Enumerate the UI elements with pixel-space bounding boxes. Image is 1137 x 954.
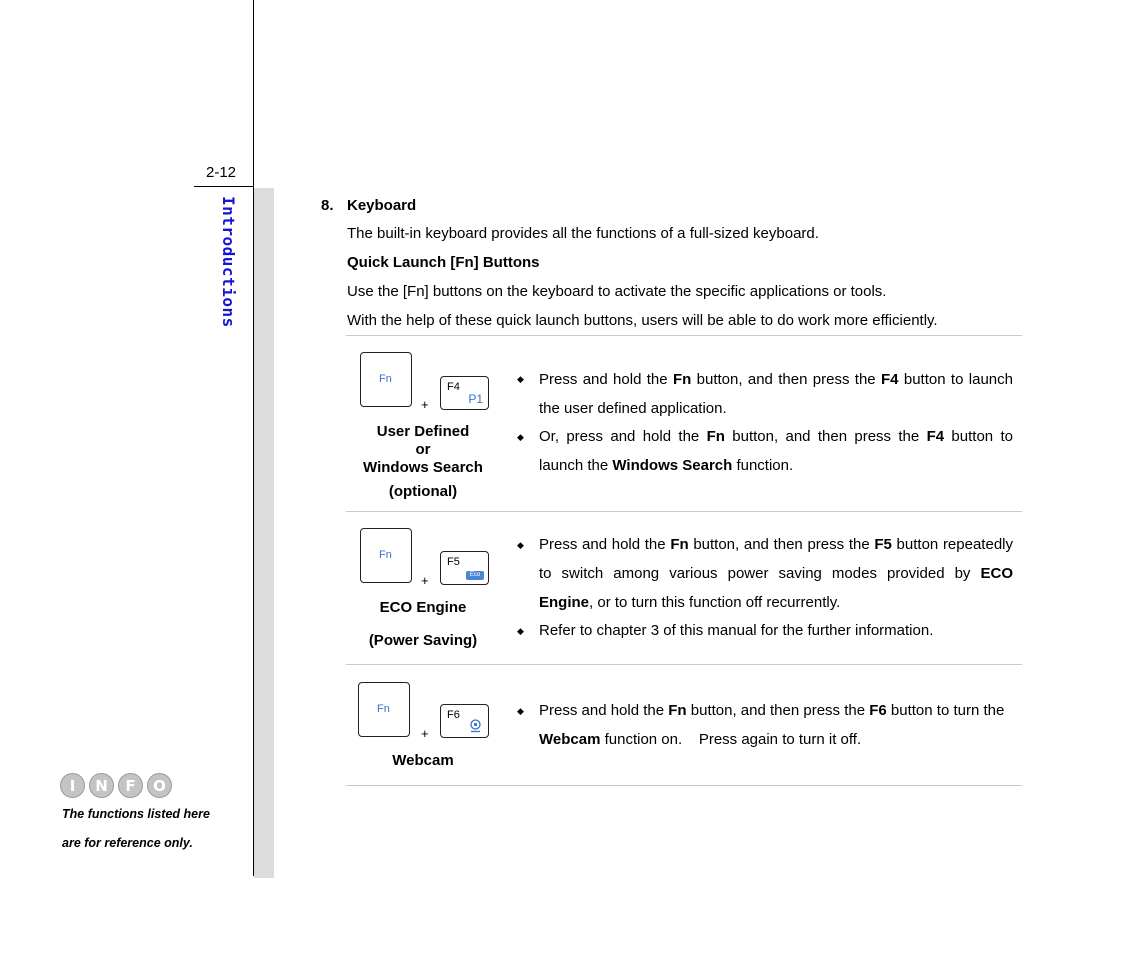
bullet-icon: ◆ [517, 540, 524, 550]
info-logo-letter: N [89, 773, 114, 798]
f5-key-icon: F5 Eco [440, 551, 489, 585]
section-description: Use the [Fn] buttons on the keyboard to activate the specific applications or tools. [347, 283, 887, 300]
bullet-text: Press and hold the Fn button, and then press the F4 button to launch the user defined application. [539, 371, 1013, 417]
info-logo [60, 773, 172, 799]
row-divider [346, 785, 1022, 786]
bullet-icon: ◆ [517, 432, 524, 442]
bullet-icon: ◆ [517, 626, 524, 636]
section-subtitle: Quick Launch [Fn] Buttons [347, 254, 540, 271]
bullet-text: Press and hold the Fn button, and then press the F5 button repeatedly to switch among various power saving modes provided by ECO Engine, or to turn this function off recurrently. [539, 536, 1013, 611]
section-tab: Introductions [219, 196, 238, 328]
key-caption: (Power Saving) [368, 632, 478, 649]
plus-sign: + [421, 573, 429, 588]
fn-key-icon: Fn [360, 528, 412, 583]
row-divider [346, 511, 1022, 512]
section-description: With the help of these quick launch buttons, users will be able to do work more efficiently. [347, 312, 938, 329]
f4-key-icon: F4 P1 [440, 376, 489, 410]
section-strip [254, 188, 274, 878]
key-caption: User Defined or Windows Search (optional) [363, 423, 483, 500]
f6-key-icon: F6 [440, 704, 489, 738]
page-number-rule [194, 186, 254, 187]
bullet-text: Refer to chapter 3 of this manual for the further information. [539, 622, 934, 639]
section-title: Keyboard [347, 197, 417, 214]
info-logo-letter: F [118, 773, 143, 798]
plus-sign: + [421, 397, 429, 412]
fn-key-icon: Fn [358, 682, 410, 737]
page-number: 2-12 [206, 164, 237, 181]
section-number: 8. [321, 197, 334, 214]
row-divider [346, 664, 1022, 665]
key-caption: ECO Engine [379, 599, 467, 616]
plus-sign: + [421, 726, 429, 741]
row-divider [346, 335, 1022, 336]
eco-icon: Eco [466, 571, 484, 580]
fn-key-icon: Fn [360, 352, 412, 407]
bullet-icon: ◆ [517, 374, 524, 384]
section-intro: The built-in keyboard provides all the functions of a full-sized keyboard. [347, 225, 819, 242]
bullet-icon: ◆ [517, 706, 524, 716]
info-note-line: The functions listed here [62, 807, 210, 821]
webcam-icon [469, 719, 482, 733]
key-caption: Webcam [392, 752, 454, 769]
bullet-text: Or, press and hold the Fn button, and then press the F4 button to launch the Windows Search function. [539, 428, 1013, 474]
bullet-text: Press and hold the Fn button, and then press the F6 button to turn the Webcam function on. Press again to turn it off. [539, 702, 1005, 748]
info-logo-letter: O [147, 773, 172, 798]
info-logo-letter: I [60, 773, 85, 798]
info-note-line: are for reference only. [62, 836, 193, 850]
